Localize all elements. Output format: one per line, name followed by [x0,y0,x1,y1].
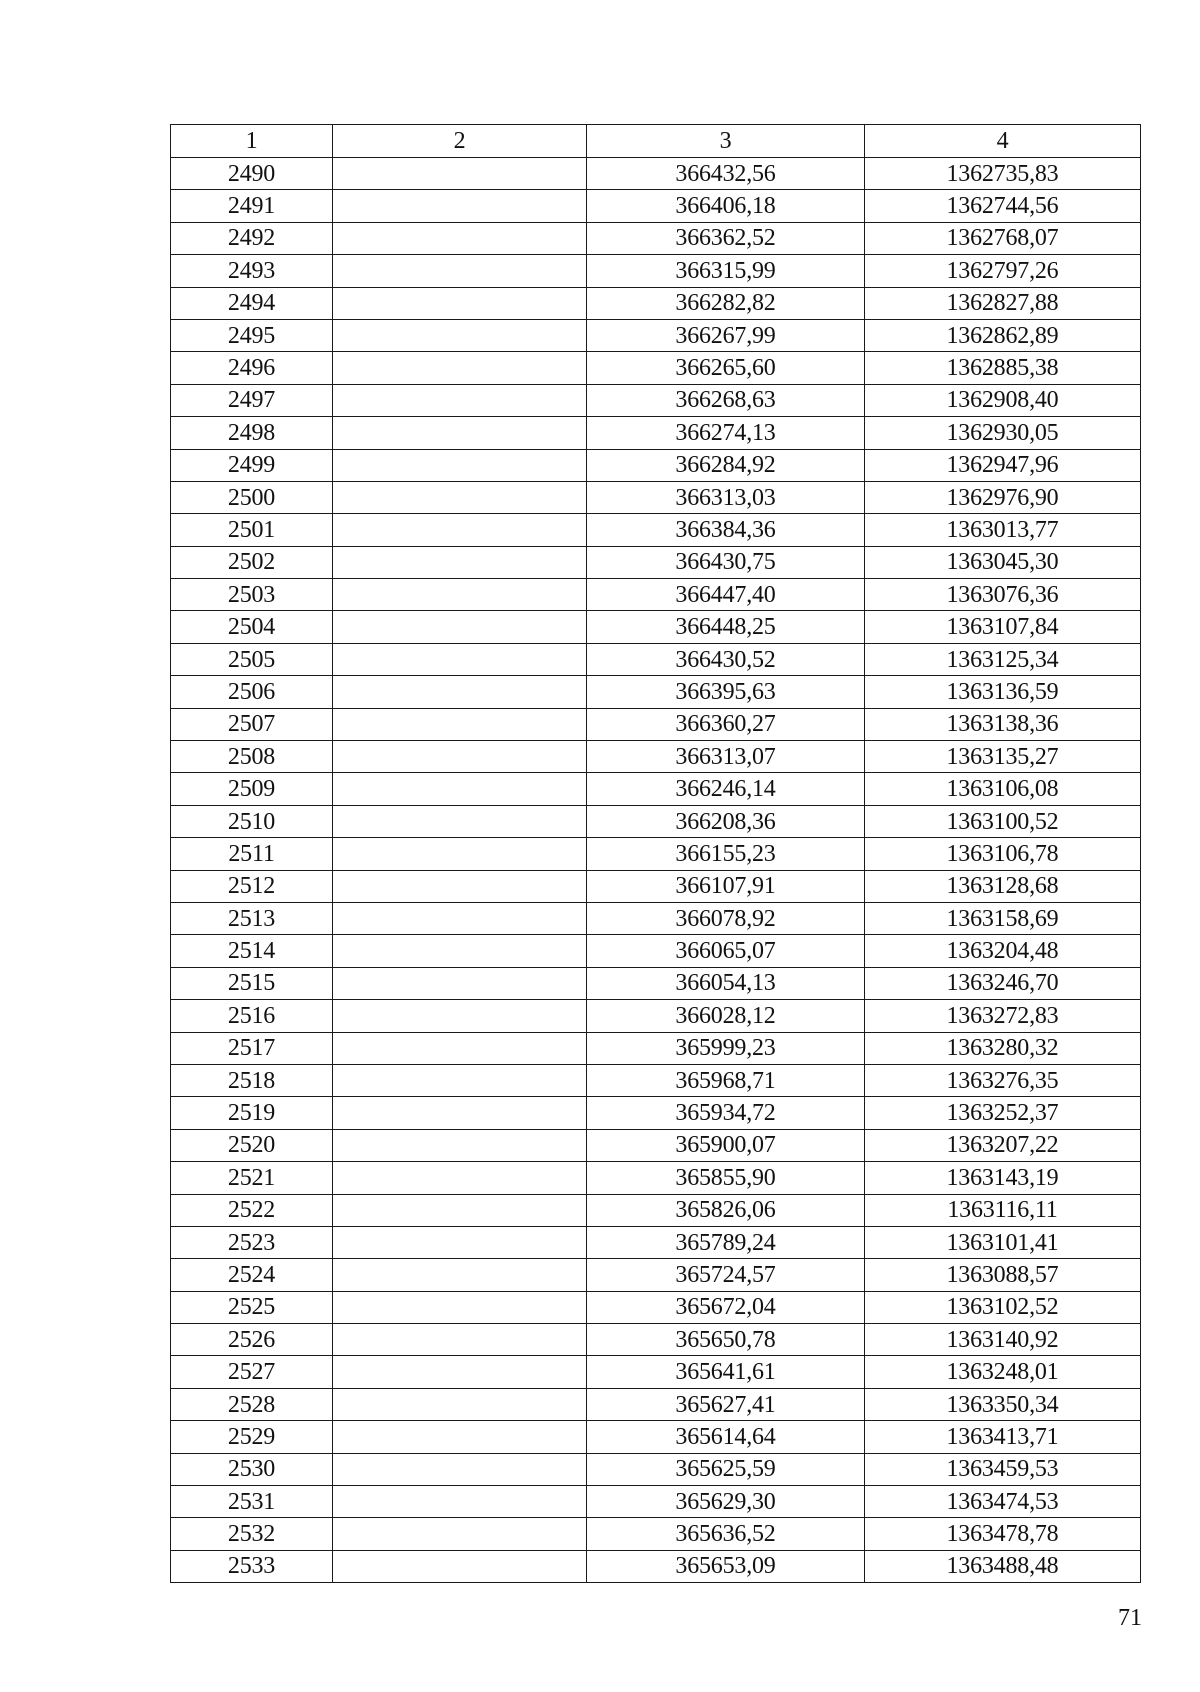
table-cell-col-2 [333,579,587,611]
table-cell-col-2 [333,319,587,351]
table-row [171,935,1141,967]
table-cell-col-1: 2508 [171,741,333,773]
table-cell-col-3: 366432,56 [587,158,865,190]
table-cell-col-1: 2498 [171,417,333,449]
table-cell-col-1: 2511 [171,838,333,870]
table-cell-col-4: 1363248,01 [865,1356,1141,1388]
page-number: 71 [1118,1605,1142,1631]
table-cell-col-1: 2494 [171,287,333,319]
table-cell-col-2 [333,546,587,578]
table-cell-col-3: 365641,61 [587,1356,865,1388]
table-cell-col-1: 2497 [171,384,333,416]
table-cell-col-1: 2531 [171,1486,333,1518]
table-cell-col-1: 2525 [171,1291,333,1323]
table-cell-col-2 [333,1162,587,1194]
table-cell-col-4: 1362744,56 [865,190,1141,222]
table-cell-col-4: 1363125,34 [865,643,1141,675]
table-cell-col-1: 2500 [171,481,333,513]
table-cell-col-2 [333,158,587,190]
table-cell-col-2 [333,384,587,416]
table-cell-col-3: 365629,30 [587,1486,865,1518]
table-cell-col-1: 2493 [171,255,333,287]
header-cell-4: 4 [865,125,1141,158]
table-row [171,1421,1141,1453]
coordinates-table [170,124,1141,1583]
table-row [171,1129,1141,1161]
table-cell-col-4: 1363101,41 [865,1226,1141,1258]
table-cell-col-4: 1362947,96 [865,449,1141,481]
table-cell-col-3: 366265,60 [587,352,865,384]
table-cell-col-1: 2515 [171,967,333,999]
table-cell-col-2 [333,935,587,967]
table-cell-col-2 [333,967,587,999]
table-cell-col-2 [333,1097,587,1129]
table-cell-col-4: 1363045,30 [865,546,1141,578]
table-cell-col-2 [333,514,587,546]
table-cell-col-2 [333,1259,587,1291]
table-row [171,190,1141,222]
table-cell-col-4: 1363204,48 [865,935,1141,967]
table-row [171,579,1141,611]
table-cell-col-4: 1363106,78 [865,838,1141,870]
table-cell-col-3: 366430,52 [587,643,865,675]
table-cell-col-3: 365968,71 [587,1064,865,1096]
table-cell-col-3: 365627,41 [587,1388,865,1420]
table-cell-col-4: 1363135,27 [865,741,1141,773]
table-cell-col-3: 366362,52 [587,222,865,254]
table-cell-col-3: 366208,36 [587,805,865,837]
table-cell-col-3: 366282,82 [587,287,865,319]
header-cell-2: 2 [333,125,587,158]
table-cell-col-2 [333,1064,587,1096]
table-cell-col-2 [333,222,587,254]
table-cell-col-3: 366268,63 [587,384,865,416]
table-cell-col-3: 366107,91 [587,870,865,902]
table-cell-col-3: 366028,12 [587,1000,865,1032]
table-cell-col-4: 1363413,71 [865,1421,1141,1453]
table-body [171,158,1141,1583]
table-row [171,708,1141,740]
table-cell-col-3: 365614,64 [587,1421,865,1453]
table-cell-col-1: 2492 [171,222,333,254]
table-cell-col-4: 1362797,26 [865,255,1141,287]
table-row [171,255,1141,287]
table-row [171,1486,1141,1518]
table-cell-col-4: 1363116,11 [865,1194,1141,1226]
table-row [171,352,1141,384]
table-cell-col-2 [333,773,587,805]
table-row [171,449,1141,481]
table-row [171,417,1141,449]
table-cell-col-3: 365672,04 [587,1291,865,1323]
table-cell-col-1: 2510 [171,805,333,837]
table-cell-col-2 [333,190,587,222]
table-cell-col-3: 366315,99 [587,255,865,287]
table-cell-col-3: 366065,07 [587,935,865,967]
table-cell-col-4: 1363207,22 [865,1129,1141,1161]
table-cell-col-4: 1362930,05 [865,417,1141,449]
table-row [171,838,1141,870]
table-row [171,1032,1141,1064]
table-cell-col-3: 366430,75 [587,546,865,578]
table-row [171,1226,1141,1258]
table-cell-col-4: 1363100,52 [865,805,1141,837]
table-cell-col-4: 1363138,36 [865,708,1141,740]
table-cell-col-1: 2495 [171,319,333,351]
table-cell-col-2 [333,805,587,837]
table-cell-col-4: 1363276,35 [865,1064,1141,1096]
table-cell-col-4: 1363106,08 [865,773,1141,805]
table-cell-col-4: 1362862,89 [865,319,1141,351]
table-cell-col-1: 2529 [171,1421,333,1453]
table-cell-col-4: 1363107,84 [865,611,1141,643]
table-cell-col-2 [333,449,587,481]
table-cell-col-1: 2513 [171,902,333,934]
table-cell-col-1: 2506 [171,676,333,708]
table-cell-col-1: 2519 [171,1097,333,1129]
table-cell-col-4: 1362976,90 [865,481,1141,513]
table-cell-col-4: 1362885,38 [865,352,1141,384]
table-cell-col-4: 1363140,92 [865,1324,1141,1356]
table-cell-col-2 [333,902,587,934]
table-cell-col-4: 1363350,34 [865,1388,1141,1420]
table-cell-col-3: 365789,24 [587,1226,865,1258]
table-cell-col-4: 1362735,83 [865,158,1141,190]
table-header [171,125,1141,158]
table-cell-col-2 [333,417,587,449]
table-cell-col-4: 1363128,68 [865,870,1141,902]
table-cell-col-2 [333,1453,587,1485]
table-cell-col-3: 365625,59 [587,1453,865,1485]
table-cell-col-3: 366054,13 [587,967,865,999]
table-cell-col-2 [333,255,587,287]
table-row [171,1259,1141,1291]
table-cell-col-3: 366360,27 [587,708,865,740]
table-cell-col-3: 365855,90 [587,1162,865,1194]
table-row [171,514,1141,546]
table-cell-col-4: 1363076,36 [865,579,1141,611]
table-cell-col-1: 2505 [171,643,333,675]
table-row [171,1097,1141,1129]
table-row [171,1356,1141,1388]
table-cell-col-1: 2526 [171,1324,333,1356]
table-cell-col-2 [333,1550,587,1582]
table-cell-col-2 [333,643,587,675]
table-row [171,676,1141,708]
table-cell-col-2 [333,1129,587,1161]
table-cell-col-2 [333,481,587,513]
table-cell-col-3: 365826,06 [587,1194,865,1226]
table-cell-col-4: 1362908,40 [865,384,1141,416]
table-row [171,643,1141,675]
table-cell-col-1: 2502 [171,546,333,578]
table-row [171,384,1141,416]
table-cell-col-2 [333,1356,587,1388]
table-cell-col-1: 2521 [171,1162,333,1194]
table-cell-col-1: 2533 [171,1550,333,1582]
table-cell-col-1: 2524 [171,1259,333,1291]
table-cell-col-4: 1363478,78 [865,1518,1141,1550]
table-cell-col-3: 366078,92 [587,902,865,934]
table-cell-col-2 [333,870,587,902]
table-cell-col-4: 1363013,77 [865,514,1141,546]
table-cell-col-1: 2503 [171,579,333,611]
table-row [171,773,1141,805]
table-cell-col-2 [333,1421,587,1453]
table-cell-col-3: 366246,14 [587,773,865,805]
table-row [171,902,1141,934]
table-cell-col-3: 365636,52 [587,1518,865,1550]
table-row [171,1291,1141,1323]
table-cell-col-1: 2501 [171,514,333,546]
table-cell-col-4: 1362768,07 [865,222,1141,254]
table-cell-col-4: 1363474,53 [865,1486,1141,1518]
table-cell-col-1: 2527 [171,1356,333,1388]
table-row [171,967,1141,999]
table-cell-col-3: 365653,09 [587,1550,865,1582]
table-row [171,1162,1141,1194]
table-cell-col-1: 2514 [171,935,333,967]
table-row [171,546,1141,578]
table-row [171,319,1141,351]
table-cell-col-1: 2520 [171,1129,333,1161]
table-cell-col-2 [333,1226,587,1258]
table-cell-col-1: 2509 [171,773,333,805]
table-cell-col-3: 366447,40 [587,579,865,611]
table-cell-col-2 [333,741,587,773]
table-cell-col-4: 1363246,70 [865,967,1141,999]
table-cell-col-4: 1363088,57 [865,1259,1141,1291]
table-row [171,222,1141,254]
table-row [171,1388,1141,1420]
table-cell-col-3: 365999,23 [587,1032,865,1064]
table-row [171,1194,1141,1226]
table-cell-col-1: 2516 [171,1000,333,1032]
table-cell-col-4: 1363280,32 [865,1032,1141,1064]
table-cell-col-1: 2512 [171,870,333,902]
table-row [171,870,1141,902]
table-cell-col-3: 366313,07 [587,741,865,773]
table-cell-col-3: 365724,57 [587,1259,865,1291]
table-row [171,805,1141,837]
table-cell-col-2 [333,1324,587,1356]
table-cell-col-2 [333,1518,587,1550]
table-cell-col-3: 366274,13 [587,417,865,449]
table-cell-col-4: 1363143,19 [865,1162,1141,1194]
table-row [171,1453,1141,1485]
table-cell-col-2 [333,1000,587,1032]
table-cell-col-4: 1363459,53 [865,1453,1141,1485]
table-cell-col-1: 2518 [171,1064,333,1096]
header-cell-1: 1 [171,125,333,158]
table-row [171,1550,1141,1582]
table-row [171,611,1141,643]
table-cell-col-4: 1363488,48 [865,1550,1141,1582]
header-row [171,125,1141,158]
table-row [171,481,1141,513]
table-cell-col-3: 366406,18 [587,190,865,222]
table-row [171,741,1141,773]
table-cell-col-4: 1363136,59 [865,676,1141,708]
table-cell-col-4: 1363272,83 [865,1000,1141,1032]
table-cell-col-2 [333,1032,587,1064]
table-cell-col-2 [333,676,587,708]
table-cell-col-3: 366448,25 [587,611,865,643]
table-cell-col-3: 366395,63 [587,676,865,708]
table-cell-col-4: 1363102,52 [865,1291,1141,1323]
table-cell-col-2 [333,352,587,384]
table-cell-col-1: 2490 [171,158,333,190]
table-cell-col-3: 365650,78 [587,1324,865,1356]
table-cell-col-1: 2523 [171,1226,333,1258]
table-cell-col-3: 366313,03 [587,481,865,513]
table-cell-col-2 [333,1388,587,1420]
table-row [171,1064,1141,1096]
table-cell-col-1: 2499 [171,449,333,481]
table-cell-col-1: 2496 [171,352,333,384]
table-row [171,158,1141,190]
table-cell-col-2 [333,1291,587,1323]
table-cell-col-1: 2530 [171,1453,333,1485]
table-cell-col-2 [333,708,587,740]
table-cell-col-3: 366155,23 [587,838,865,870]
header-cell-3: 3 [587,125,865,158]
table-cell-col-4: 1363252,37 [865,1097,1141,1129]
table-cell-col-1: 2528 [171,1388,333,1420]
table-cell-col-1: 2491 [171,190,333,222]
table-cell-col-1: 2504 [171,611,333,643]
table-cell-col-1: 2507 [171,708,333,740]
table-cell-col-2 [333,1194,587,1226]
table-cell-col-3: 365900,07 [587,1129,865,1161]
table-cell-col-2 [333,611,587,643]
table-row [171,1324,1141,1356]
table-cell-col-1: 2532 [171,1518,333,1550]
table-row [171,287,1141,319]
table-cell-col-4: 1363158,69 [865,902,1141,934]
table-cell-col-3: 366284,92 [587,449,865,481]
table-cell-col-2 [333,838,587,870]
table-cell-col-4: 1362827,88 [865,287,1141,319]
table-row [171,1518,1141,1550]
table-cell-col-3: 366384,36 [587,514,865,546]
table-cell-col-2 [333,287,587,319]
table-row [171,1000,1141,1032]
table-cell-col-3: 365934,72 [587,1097,865,1129]
table-cell-col-1: 2517 [171,1032,333,1064]
table-cell-col-1: 2522 [171,1194,333,1226]
table-cell-col-2 [333,1486,587,1518]
table-cell-col-3: 366267,99 [587,319,865,351]
